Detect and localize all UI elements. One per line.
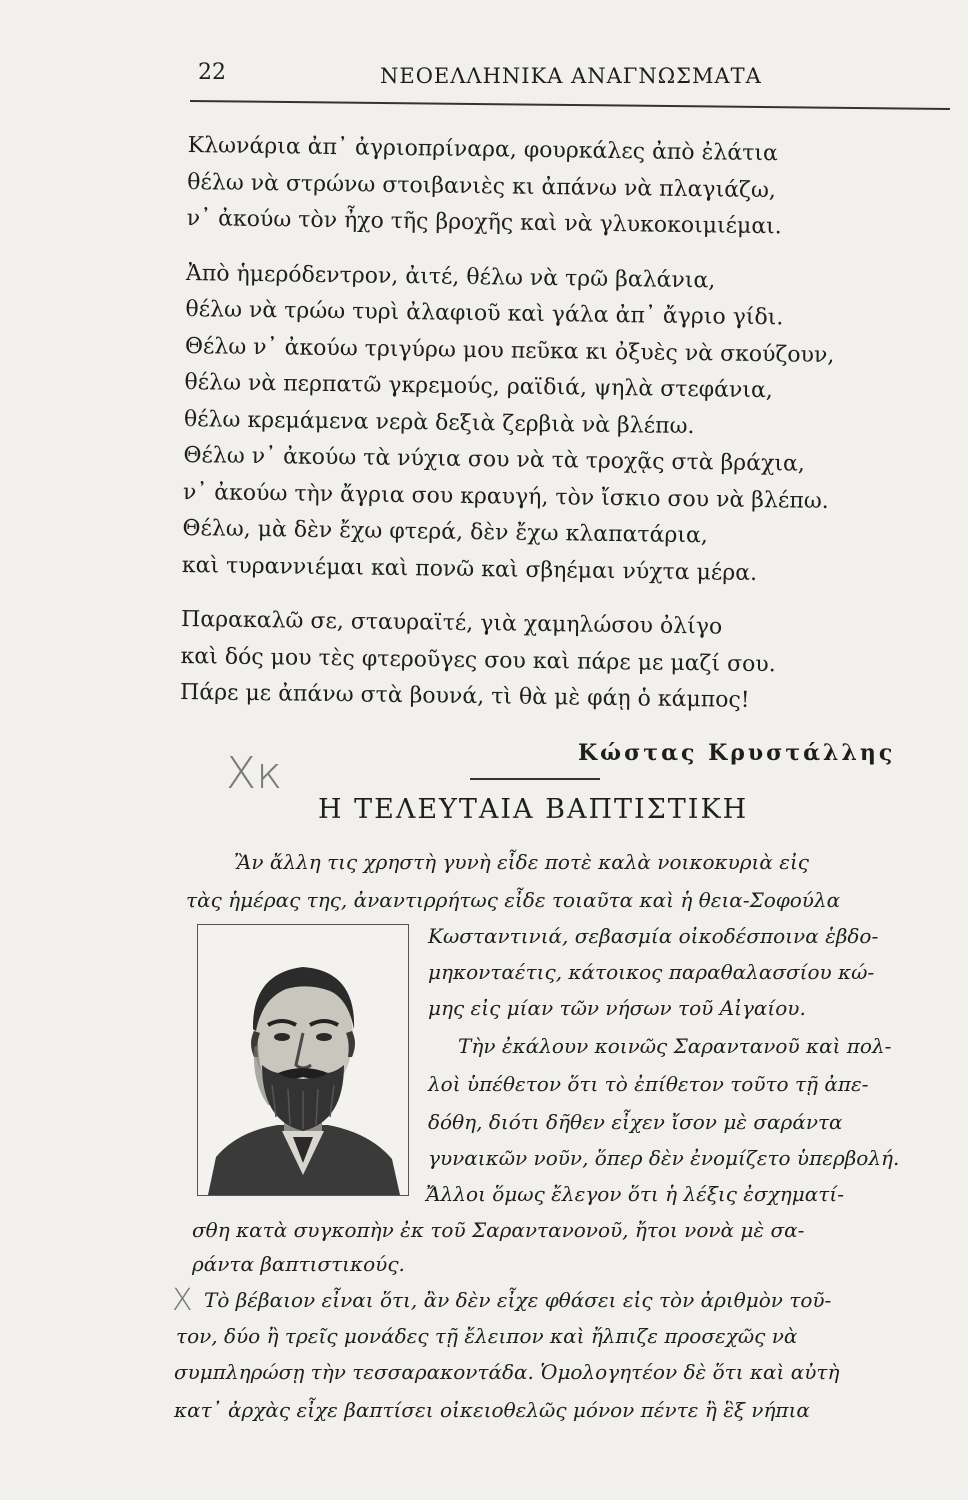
pencil-paragraph-mark: Χ bbox=[172, 1283, 193, 1318]
poem-line: καὶ δός μου τὲς φτεροῦγες σου καὶ πάρε με μαζί σου. bbox=[180, 643, 776, 677]
poem-author: Κώστας Κρυστάλλης bbox=[578, 740, 896, 766]
poem-line: Θέλω ν᾽ ἀκούω τριγύρω μου πεῦκα κι ὀξυὲς νὰ σκούζουν, bbox=[184, 333, 835, 368]
article-line: λοὶ ὑπέθετον ὅτι τὸ ἐπίθετον τοῦτο τῇ ἀπε- bbox=[428, 1072, 869, 1096]
article-line: δόθη, διότι δῆθεν εἶχεν ἴσον μὲ σαράντα bbox=[428, 1110, 843, 1134]
poem bbox=[180, 128, 928, 740]
section-separator bbox=[470, 778, 600, 780]
portrait-engraving-icon bbox=[198, 925, 408, 1195]
poem-line: Πάρε με ἀπάνω στὰ βουνά, τὶ θὰ μὲ φάῃ ὁ κάμπος! bbox=[179, 679, 750, 713]
article-line: μης εἰς μίαν τῶν νήσων τοῦ Αἰγαίου. bbox=[428, 996, 806, 1020]
poem-line: ν᾽ ἀκούω τὸν ἦχο τῆς βροχῆς καὶ νὰ γλυκοκοιμιέμαι. bbox=[186, 205, 782, 240]
article-line: Ἂν ἄλλη τις χρηστὴ γυνὴ εἶδε ποτὲ καλὰ νοικοκυριὰ εἰς bbox=[234, 850, 809, 874]
poem-line: Θέλω ν᾽ ἀκούω τὰ νύχια σου νὰ τὰ τροχᾷς στὰ βράχια, bbox=[183, 442, 806, 477]
poem-stanza bbox=[182, 255, 927, 594]
article-line: μηκονταέτις, κάτοικος παραθαλασσίου κώ- bbox=[428, 960, 875, 984]
article-line: ράντα βαπτιστικούς. bbox=[192, 1252, 405, 1276]
poem-line: θέλω νὰ τρώω τυρὶ ἀλαφιοῦ καὶ γάλα ἀπ᾽ ἄγριο γίδι. bbox=[185, 296, 784, 331]
article-line: Κωσταντινιά, σεβασμία οἰκοδέσποινα ἑβδο- bbox=[428, 924, 879, 948]
poem-stanza bbox=[180, 602, 921, 722]
article-line: Τὴν ἐκάλουν κοινῶς Σαραντανοῦ καὶ πολ- bbox=[458, 1034, 892, 1058]
poem-line: Παρακαλῶ σε, σταυραϊτέ, γιὰ χαμηλώσου ὀλίγο bbox=[180, 606, 723, 640]
article-line: κατ᾽ ἀρχὰς εἶχε βαπτίσει οἰκειοθελῶς μόνον πέντε ἢ ἓξ νήπια bbox=[174, 1398, 810, 1422]
page-number: 22 bbox=[198, 60, 226, 85]
poem-line: καὶ τυραννιέμαι καὶ πονῶ καὶ σβηέμαι νύχτα μέρα. bbox=[181, 552, 758, 586]
poem-line: θέλω νὰ περπατῶ γκρεμούς, ραϊδιά, ψηλὰ στεφάνια, bbox=[184, 369, 774, 404]
article-title: Η ΤΕΛΕΥΤΑΙΑ ΒΑΠΤΙΣΤΙΚΗ bbox=[318, 794, 749, 825]
poem-line: ν᾽ ἀκούω τὴν ἄγρια σου κραυγή, τὸν ἴσκιο σου νὰ βλέπω. bbox=[182, 479, 829, 514]
poem-line: θέλω κρεμάμενα νερὰ δεξιὰ ζερβιὰ νὰ βλέπω. bbox=[183, 406, 695, 439]
page-header bbox=[190, 58, 910, 98]
author-portrait bbox=[197, 924, 409, 1196]
pencil-margin-mark: Χκ bbox=[226, 748, 283, 799]
article-line: Τὸ βέβαιον εἶναι ὅτι, ἂν δὲν εἶχε φθάσει εἰς τὸν ἀριθμὸν τοῦ- bbox=[204, 1288, 832, 1312]
article-line: συμπληρώσῃ τὴν τεσσαρακοντάδα. Ὁμολογητέον δὲ ὅτι καὶ αὐτὴ bbox=[174, 1360, 840, 1384]
article-line: τὰς ἡμέρας της, ἀναντιρρήτως εἶδε τοιαῦτα καὶ ἡ θεια-Σοφούλα bbox=[186, 888, 841, 912]
poem-line: Κλωνάρια ἀπ᾽ ἀγριοπρίναρα, φουρκάλες ἀπὸ ἐλάτια bbox=[187, 132, 779, 167]
article-line: τον, δύο ἢ τρεῖς μονάδες τῇ ἔλειπον καὶ ἤλπιζε προσεχῶς νὰ bbox=[176, 1324, 798, 1348]
poem-stanza bbox=[186, 128, 927, 248]
poem-line: Θέλω, μὰ δὲν ἔχω φτερά, δὲν ἔχω κλαπατάρια, bbox=[182, 515, 709, 549]
article-line: γυναικῶν νοῦν, ὅπερ δὲν ἐνομίζετο ὑπερβολή. bbox=[428, 1146, 900, 1170]
article-line: Ἄλλοι ὅμως ἔλεγον ὅτι ἡ λέξις ἐσχηματί- bbox=[426, 1182, 844, 1206]
header-rule bbox=[190, 100, 950, 110]
running-title: ΝΕΟΕΛΛΗΝΙΚΑ ΑΝΑΓΝΩΣΜΑΤΑ bbox=[380, 64, 762, 88]
poem-line: Ἀπὸ ἡμερόδεντρον, ἀιτέ, θέλω νὰ τρῶ βαλάνια, bbox=[185, 260, 716, 293]
article-line: σθη κατὰ συγκοπὴν ἐκ τοῦ Σαραντανονοῦ, ἤτοι νονὰ μὲ σα- bbox=[192, 1218, 805, 1242]
poem-line: θέλω νὰ στρώνω στοιβανιὲς κι ἀπάνω νὰ πλαγιάζω, bbox=[187, 169, 777, 203]
